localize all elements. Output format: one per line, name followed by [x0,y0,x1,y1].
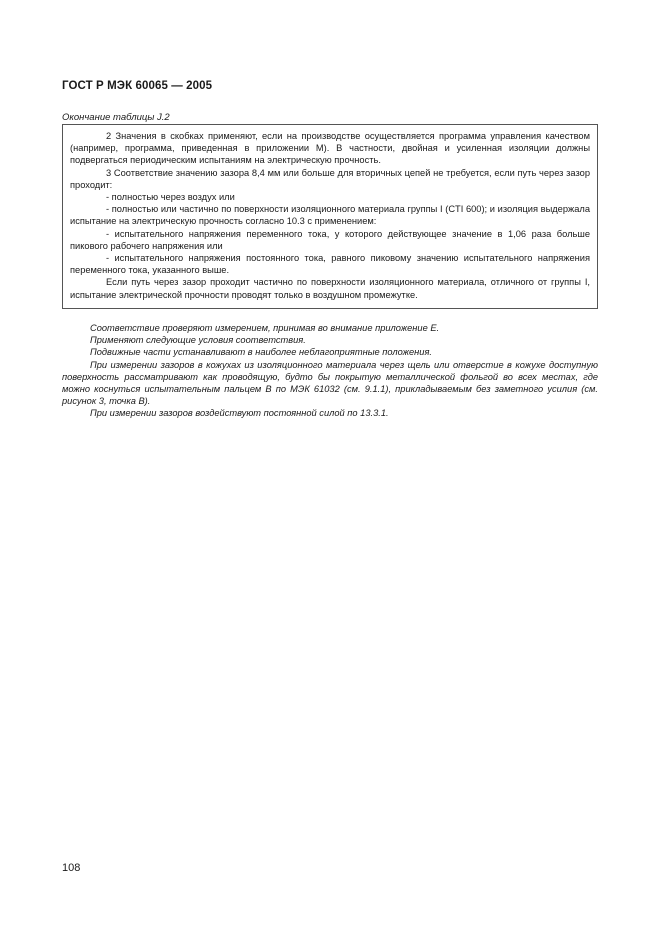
document-header: ГОСТ Р МЭК 60065 — 2005 [62,80,213,92]
enclosure-measurement-paragraph: При измерении зазоров в кожухах из изоляционного материала через щель или отверстие в кожухе доступную поверхность рассматривают как проводящую, будто бы покрытую металлической фольгой во всех местах, где можно коснуться испытательным пальцем В по МЭК 61032 (см. 9.1.1), прикладываемым без заметного усилия (см. рисунок 3, точка В). [62,359,598,407]
note-3-closing-paragraph: Если путь через зазор проходит частично по поверхности изоляционного материала, отличного от группы I, испытание электрической прочности проводят только в воздушном промежутке. [70,277,590,300]
note-3-item-surface: - полностью или частично по поверхности изоляционного материала группы I (CTI 600); и изоляция выдержала испытание на электрическую прочность согласно 10.3 с применением: [70,204,590,227]
note-2-paragraph: 2 Значения в скобках применяют, если на производстве осуществляется программа управления качеством (например, программа, приведенная в приложении М). В частности, двойная и усиленная изоляции должны подвергаться периодическим испытаниям на электрическую прочность. [70,131,590,166]
table-caption: Окончание таблицы J.2 [62,112,170,123]
compliance-text [62,322,598,420]
note-3-item-ac-voltage: - испытательного напряжения переменного тока, у которого действующее значение в 1,06 раза больше пикового рабочего напряжения или [70,228,590,251]
moving-parts-paragraph: Подвижные части устанавливают в наиболее неблагоприятные положения. [90,347,432,358]
note-3-item-dc-voltage: - испытательного напряжения постоянного тока, равного пиковому значению испытательного напряжения переменного тока, указанного выше. [70,253,590,276]
force-paragraph: При измерении зазоров воздействуют постоянной силой по 13.3.1. [90,408,389,419]
compliance-paragraph: Соответствие проверяют измерением, принимая во внимание приложение Е. [90,323,440,333]
page-number: 108 [62,862,81,874]
note-3-item-air: - полностью через воздух или [106,192,235,203]
table-notes-box [62,124,598,309]
conditions-paragraph: Применяют следующие условия соответствия. [90,335,306,346]
note-3-paragraph: 3 Соответствие значению зазора 8,4 мм или больше для вторичных цепей не требуется, если путь через зазор проходит: [70,167,590,190]
